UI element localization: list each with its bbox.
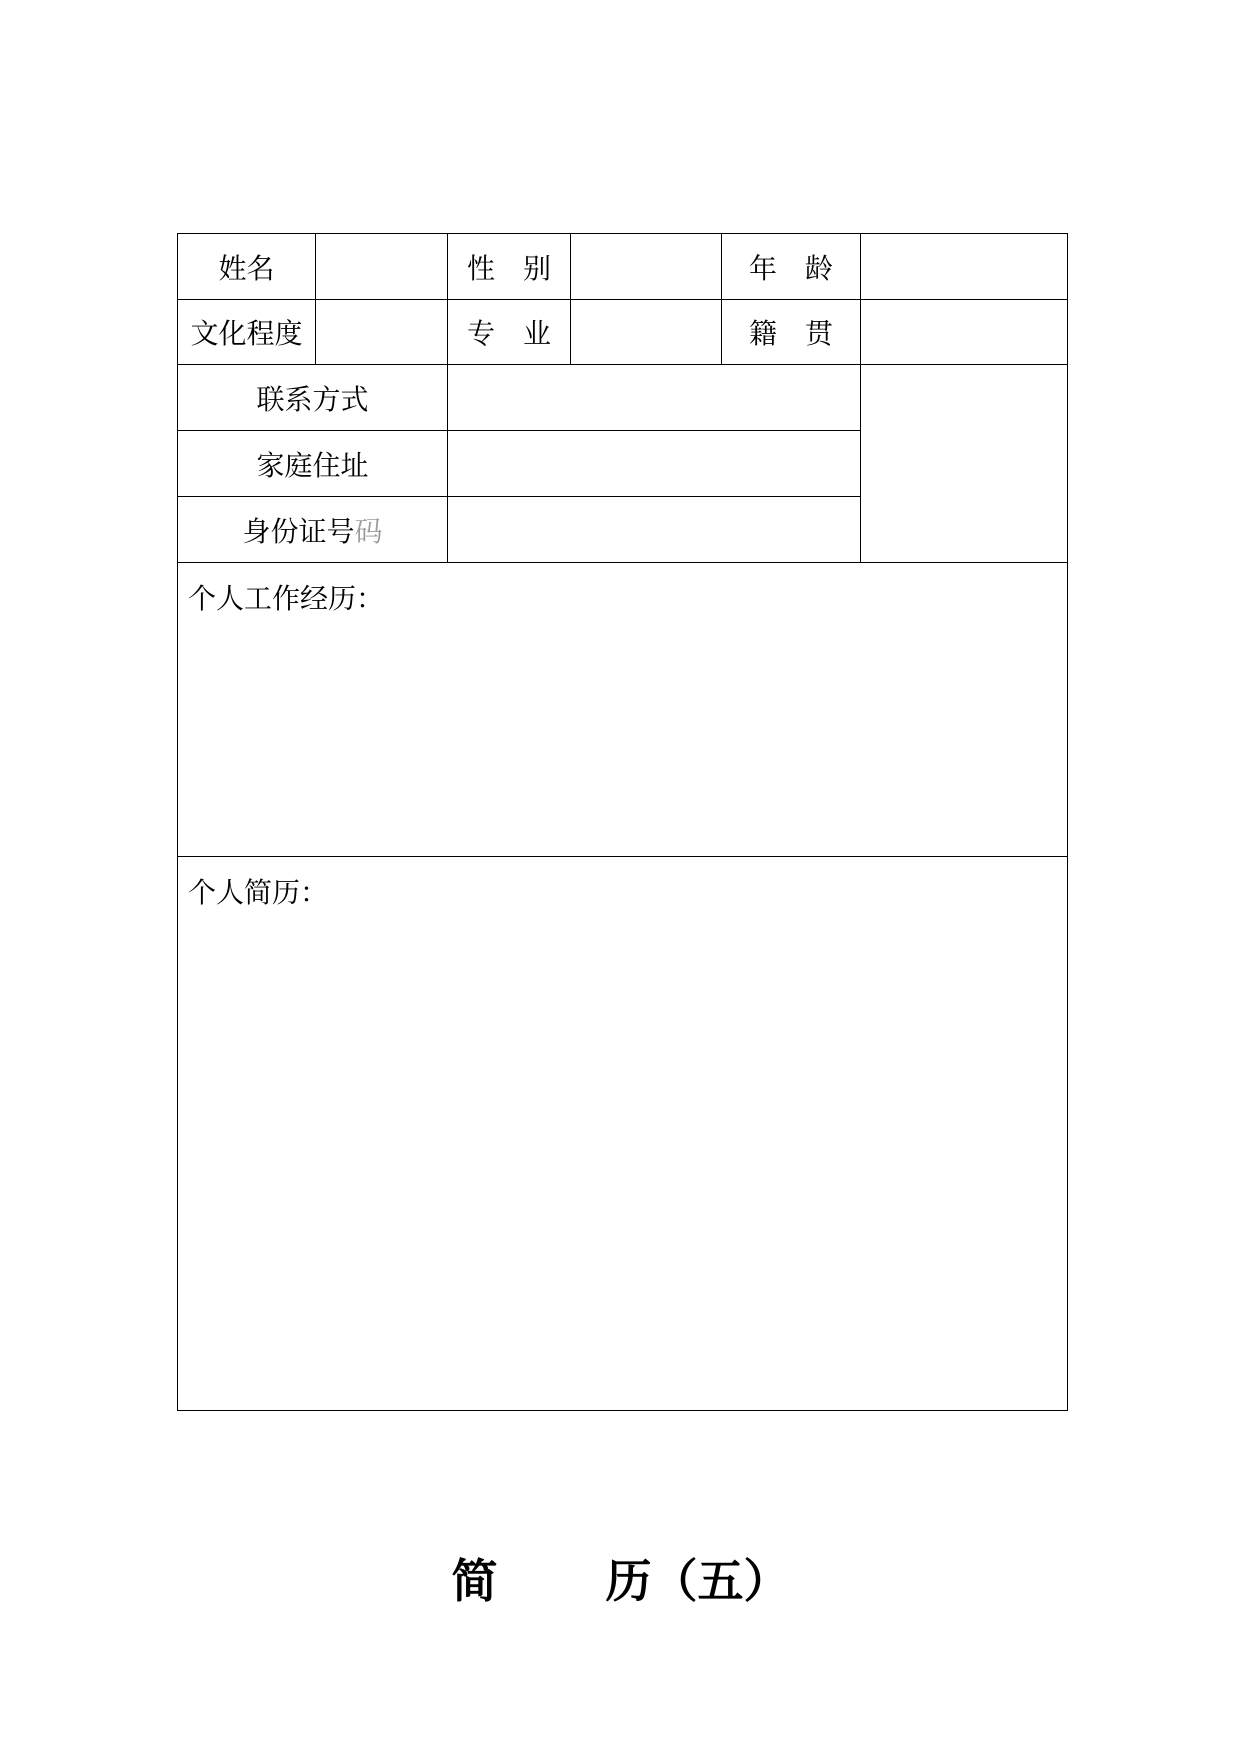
- id-number-field[interactable]: [448, 497, 861, 563]
- native-place-field[interactable]: [861, 300, 1068, 365]
- major-label: 专 业: [448, 300, 571, 365]
- id-number-label-faded-char: 码: [354, 514, 383, 548]
- id-number-label: [178, 497, 448, 563]
- education-label: 文化程度: [178, 300, 316, 365]
- name-label: 姓名: [178, 234, 316, 300]
- photo-area[interactable]: [861, 365, 1068, 563]
- resume-form-table: [177, 233, 1068, 1411]
- id-number-label-text: 身份证号: [242, 514, 355, 548]
- native-place-label: 籍 贯: [722, 300, 861, 365]
- gender-label: 性 别: [448, 234, 571, 300]
- major-field[interactable]: [571, 300, 722, 365]
- work-history-section[interactable]: [178, 563, 1068, 857]
- contact-field[interactable]: [448, 365, 861, 431]
- page-title: 简 历（五）: [451, 1554, 790, 1608]
- contact-label: 联系方式: [178, 365, 448, 431]
- name-field[interactable]: [316, 234, 448, 300]
- gender-field[interactable]: [571, 234, 722, 300]
- resume-section[interactable]: [178, 857, 1068, 1411]
- resume-label: 个人简历：: [188, 876, 329, 909]
- age-field[interactable]: [861, 234, 1068, 300]
- work-history-label: 个人工作经历：: [188, 582, 385, 615]
- education-field[interactable]: [316, 300, 448, 365]
- address-label: 家庭住址: [178, 431, 448, 497]
- age-label: 年 龄: [722, 234, 861, 300]
- address-field[interactable]: [448, 431, 861, 497]
